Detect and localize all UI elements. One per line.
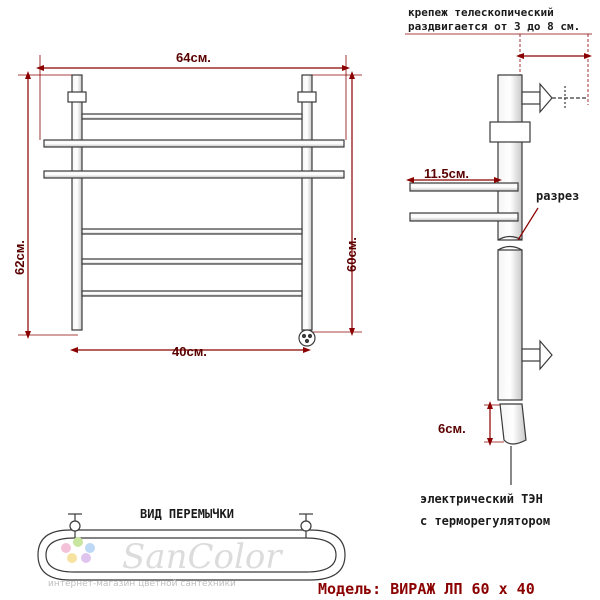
watermark-dots	[61, 537, 95, 563]
watermark-dot	[85, 543, 95, 553]
side-view	[405, 34, 592, 485]
watermark	[48, 537, 283, 589]
heater-element-icon	[500, 404, 526, 444]
side-shelf-bar-2	[410, 213, 518, 221]
bridge-view-title: ВИД ПЕРЕМЫЧКИ	[140, 507, 234, 521]
dim-shelf-depth: 11.5см.	[424, 166, 470, 181]
section-label: разрез	[536, 189, 580, 203]
clamp-block	[490, 122, 530, 142]
watermark-brand: SanColor	[122, 537, 282, 577]
watermark-dot	[61, 543, 71, 553]
mount-note-line2: раздвигается от 3 до 8 см.	[408, 20, 581, 33]
bridge-bolt-right-icon	[299, 514, 313, 538]
dim-height-total: 62см.	[12, 240, 27, 275]
heater-label-line1: электрический ТЭН	[420, 492, 543, 506]
shelf-bar-top-2	[44, 171, 344, 178]
bridge-bolt-left-icon	[68, 514, 82, 538]
front-view	[18, 55, 362, 350]
watermark-dot	[67, 553, 77, 563]
watermark-dot	[73, 537, 83, 547]
wall-mount-upper-icon	[540, 84, 552, 112]
watermark-dot	[81, 553, 91, 563]
dim-heater-size: 6см.	[438, 421, 466, 436]
shelf-bar-top-1	[44, 140, 344, 147]
wall-mount-lower-icon	[540, 341, 552, 369]
watermark-tagline: интернет-магазин цветной сантехники	[48, 579, 236, 589]
dim-width-inner: 40см.	[172, 344, 207, 359]
left-post	[72, 75, 82, 330]
side-post-lower	[498, 250, 522, 400]
model-name: Модель: ВИРАЖ ЛП 60 х 40	[318, 580, 535, 598]
side-shelf-bar-1	[410, 183, 518, 191]
dim-width-total: 64см.	[176, 50, 211, 65]
heater-label-line2: с терморегулятором	[420, 514, 551, 528]
dim-height-mount: 60см.	[344, 237, 359, 272]
mount-note-line1: крепеж телескопический	[408, 6, 554, 19]
heater-connector-icon	[299, 330, 315, 346]
right-post	[302, 75, 312, 330]
